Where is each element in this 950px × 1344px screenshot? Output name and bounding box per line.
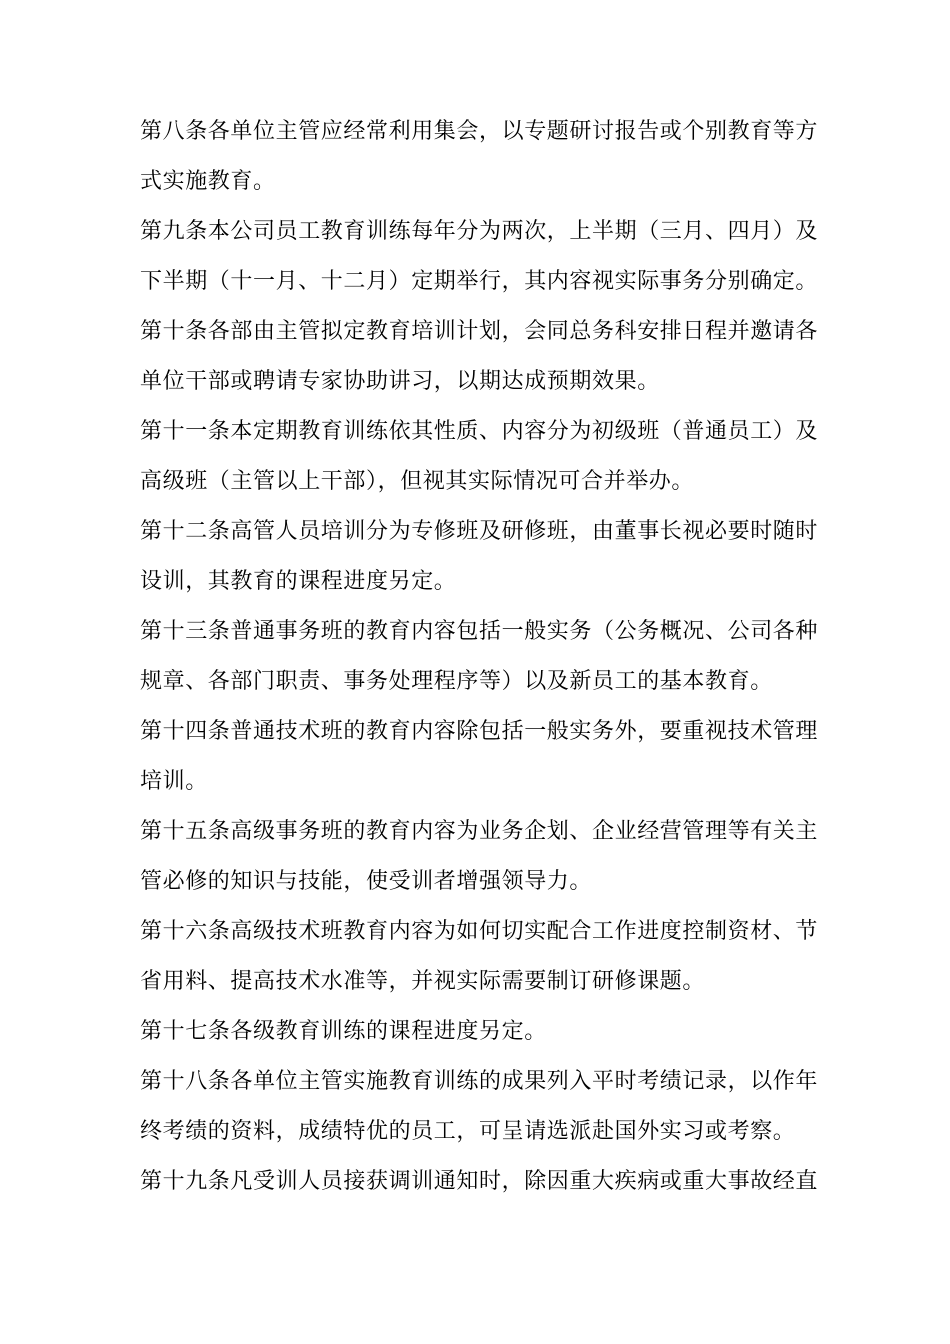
- text-line: 式实施教育。: [140, 169, 276, 194]
- text-line: 管必修的知识与技能，使受训者增强领导力。: [140, 869, 593, 894]
- text-line: 省用料、提高技术水准等，并视实际需要制订研修课题。: [140, 969, 706, 994]
- text-line: 第十三条普通事务班的教育内容包括一般实务（公务概况、公司各种: [140, 619, 819, 644]
- text-line: 第十四条普通技术班的教育内容除包括一般实务外，要重视技术管理: [140, 719, 819, 744]
- paragraph: [140, 1069, 819, 1144]
- text-line: 第十八条各单位主管实施教育训练的成果列入平时考绩记录，以作年: [140, 1069, 819, 1094]
- text-line: 第十九条凡受训人员接获调训通知时，除因重大疾病或重大事故经直: [140, 1169, 819, 1194]
- text-line: 第十五条高级事务班的教育内容为业务企划、企业经营管理等有关主: [140, 819, 819, 844]
- paragraph: [140, 419, 819, 494]
- paragraph: [140, 319, 819, 394]
- paragraph: [140, 919, 819, 994]
- text-line: 单位干部或聘请专家协助讲习，以期达成预期效果。: [140, 369, 660, 394]
- paragraph: [140, 819, 819, 894]
- text-line: 第十二条高管人员培训分为专修班及研修班，由董事长视必要时随时: [140, 519, 819, 544]
- text-line: 培训。: [140, 769, 208, 794]
- paragraph: [140, 1169, 819, 1194]
- text-line: 第十一条本定期教育训练依其性质、内容分为初级班（普通员工）及: [140, 419, 819, 444]
- text-line: 终考绩的资料，成绩特优的员工，可呈请选派赴国外实习或考察。: [140, 1119, 796, 1144]
- paragraph: [140, 219, 819, 294]
- text-line: 下半期（十一月、十二月）定期举行，其内容视实际事务分别确定。: [140, 269, 819, 294]
- document-body: [140, 119, 819, 1194]
- text-line: 设训，其教育的课程进度另定。: [140, 569, 457, 594]
- paragraph: [140, 719, 819, 794]
- text-line: 第十六条高级技术班教育内容为如何切实配合工作进度控制资材、节: [140, 919, 819, 944]
- text-line: 第十条各部由主管拟定教育培训计划，会同总务科安排日程并邀请各: [140, 319, 819, 344]
- text-line: 第八条各单位主管应经常利用集会，以专题研讨报告或个别教育等方: [140, 119, 819, 144]
- text-line: 第十七条各级教育训练的课程进度另定。: [140, 1019, 547, 1044]
- text-line: 规章、各部门职责、事务处理程序等）以及新员工的基本教育。: [140, 669, 773, 694]
- paragraph: [140, 619, 819, 694]
- paragraph: [140, 1020, 812, 1044]
- paragraph: [140, 519, 819, 594]
- text-line: 高级班（主管以上干部），但视其实际情况可合并举办。: [140, 469, 695, 494]
- text-line: 第九条本公司员工教育训练每年分为两次，上半期（三月、四月）及: [140, 219, 819, 244]
- paragraph: [140, 119, 819, 194]
